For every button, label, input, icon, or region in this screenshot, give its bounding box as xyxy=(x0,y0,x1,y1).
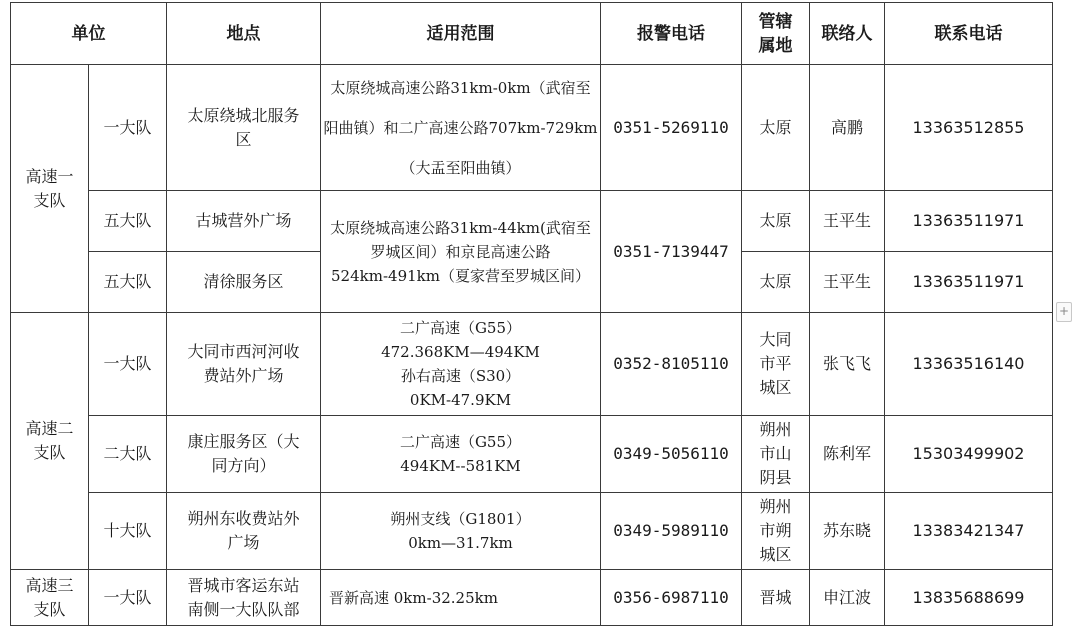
jurisdiction-cell: 朔州 市山 阴县 xyxy=(742,416,810,493)
contact-phone-cell: 13363512855 xyxy=(885,65,1053,191)
contact-person-cell: 陈利军 xyxy=(810,416,885,493)
contact-person-cell: 张飞飞 xyxy=(810,313,885,416)
location-cell: 康庄服务区（大 同方向） xyxy=(167,416,321,493)
expand-table-button[interactable]: + xyxy=(1056,302,1072,322)
team-name: 五大队 xyxy=(89,252,167,313)
table-row xyxy=(11,493,1053,570)
jurisdiction-cell: 晋城 xyxy=(742,570,810,626)
contact-person-cell: 王平生 xyxy=(810,191,885,252)
scope-cell: 太原绕城高速公路31km-0km（武宿至 阳曲镇）和二广高速公路707km-729km （大盂至阳曲镇） xyxy=(321,65,601,191)
table-row xyxy=(11,416,1053,493)
scope-cell: 太原绕城高速公路31km-44km(武宿至 罗城区间）和京昆高速公路 524km-491km（夏家营至罗城区间） xyxy=(321,191,601,313)
contact-person-cell: 高鹏 xyxy=(810,65,885,191)
location-cell: 朔州东收费站外 广场 xyxy=(167,493,321,570)
jurisdiction-cell: 太原 xyxy=(742,252,810,313)
contact-person-cell: 王平生 xyxy=(810,252,885,313)
police-contact-table xyxy=(10,2,1053,626)
header-unit: 单位 xyxy=(11,3,167,65)
division-name: 高速二 支队 xyxy=(11,313,89,570)
jurisdiction-cell: 大同 市平 城区 xyxy=(742,313,810,416)
scope-cell: 二广高速（G55） 472.368KM—494KM 孙右高速（S30） 0KM-47.9KM xyxy=(321,313,601,416)
jurisdiction-cell: 太原 xyxy=(742,191,810,252)
scope-cell: 二广高速（G55） 494KM--581KM xyxy=(321,416,601,493)
scope-cell: 晋新高速 0km-32.25km xyxy=(321,570,601,626)
team-name: 一大队 xyxy=(89,65,167,191)
contact-phone-cell: 13363511971 xyxy=(885,252,1053,313)
table-row xyxy=(11,191,1053,252)
header-row xyxy=(11,3,1053,65)
contact-phone-cell: 13363516140 xyxy=(885,313,1053,416)
alarm-phone-cell: 0352-8105110 xyxy=(601,313,742,416)
contact-person-cell: 申江波 xyxy=(810,570,885,626)
jurisdiction-cell: 太原 xyxy=(742,65,810,191)
team-name: 一大队 xyxy=(89,570,167,626)
table-row xyxy=(11,65,1053,191)
table-row xyxy=(11,570,1053,626)
scope-cell: 朔州支线（G1801） 0km—31.7km xyxy=(321,493,601,570)
header-location: 地点 xyxy=(167,3,321,65)
contact-phone-cell: 15303499902 xyxy=(885,416,1053,493)
jurisdiction-cell: 朔州 市朔 城区 xyxy=(742,493,810,570)
team-name: 十大队 xyxy=(89,493,167,570)
alarm-phone-cell: 0356-6987110 xyxy=(601,570,742,626)
contact-person-cell: 苏东晓 xyxy=(810,493,885,570)
header-scope: 适用范围 xyxy=(321,3,601,65)
alarm-phone-cell: 0351-5269110 xyxy=(601,65,742,191)
contact-phone-cell: 13835688699 xyxy=(885,570,1053,626)
header-jurisdiction: 管辖 属地 xyxy=(742,3,810,65)
alarm-phone-cell: 0351-7139447 xyxy=(601,191,742,313)
team-name: 一大队 xyxy=(89,313,167,416)
header-contact-person: 联络人 xyxy=(810,3,885,65)
location-cell: 晋城市客运东站 南侧一大队队部 xyxy=(167,570,321,626)
header-alarm-phone: 报警电话 xyxy=(601,3,742,65)
location-cell: 太原绕城北服务 区 xyxy=(167,65,321,191)
team-name: 二大队 xyxy=(89,416,167,493)
contact-phone-cell: 13383421347 xyxy=(885,493,1053,570)
division-name: 高速三 支队 xyxy=(11,570,89,626)
location-cell: 大同市西河河收 费站外广场 xyxy=(167,313,321,416)
location-cell: 古城营外广场 xyxy=(167,191,321,252)
contact-phone-cell: 13363511971 xyxy=(885,191,1053,252)
header-contact-phone: 联系电话 xyxy=(885,3,1053,65)
location-cell: 清徐服务区 xyxy=(167,252,321,313)
alarm-phone-cell: 0349-5056110 xyxy=(601,416,742,493)
team-name: 五大队 xyxy=(89,191,167,252)
division-name: 高速一 支队 xyxy=(11,65,89,313)
table-row xyxy=(11,313,1053,416)
alarm-phone-cell: 0349-5989110 xyxy=(601,493,742,570)
